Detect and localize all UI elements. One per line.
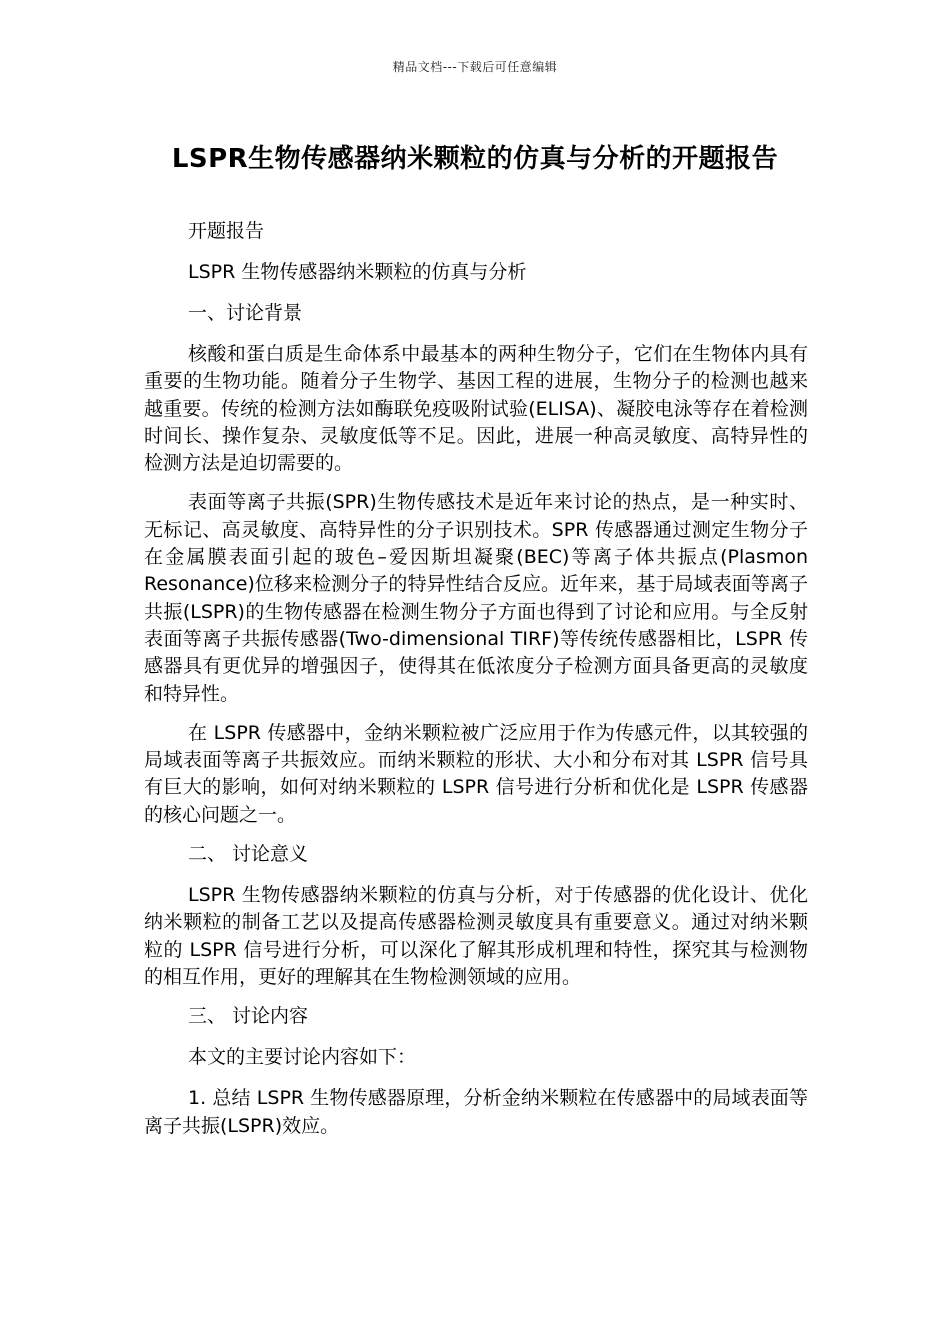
paragraph-background-3: 在 LSPR 传感器中，金纳米颗粒被广泛应用于作为传感元件，以其较强的局域表面等离子共振效应。而纳米颗粒的形状、大小和分布对其 LSPR 信号具有巨大的影响，如何对纳米颗粒的 LSPR 信号进行分析和优化是 LSPR 传感器的核心问题之一。	[144, 721, 808, 826]
report-label: 开题报告	[188, 220, 265, 242]
header-note: 精品文档---下载后可任意编辑	[392, 60, 558, 74]
paragraph-background-1: 核酸和蛋白质是生命体系中最基本的两种生物分子，它们在生物体内具有重要的生物功能。随着分子生物学、基因工程的进展，生物分子的检测也越来越重要。传统的检测方法如酶联免疫吸附试验(ELISA)、凝胶电泳等存在着检测时间长、操作复杂、灵敏度低等不足。因此，进展一种高灵敏度、高特异性的检测方法是迫切需要的。	[144, 343, 808, 475]
section-heading-background: 一、讨论背景	[188, 302, 303, 324]
content-intro: 本文的主要讨论内容如下：	[188, 1046, 417, 1069]
subtitle: LSPR 生物传感器纳米颗粒的仿真与分析	[188, 261, 527, 283]
page-title: LSPR生物传感器纳米颗粒的仿真与分析的开题报告	[171, 144, 779, 174]
content-list-item-1: 1. 总结 LSPR 生物传感器原理，分析金纳米颗粒在传感器中的局域表面等离子共振(LSPR)效应。	[144, 1087, 808, 1137]
document-body	[144, 218, 808, 1152]
paragraph-significance: LSPR 生物传感器纳米颗粒的仿真与分析，对于传感器的优化设计、优化纳米颗粒的制备工艺以及提高传感器检测灵敏度具有重要意义。通过对纳米颗粒的 LSPR 信号进行分析，可以深化了解其形成机理和特性，探究其与检测物的相互作用，更好的理解其在生物检测领域的应用。	[144, 884, 808, 988]
section-heading-content: 三、 讨论内容	[188, 1005, 309, 1028]
paragraph-background-2: 表面等离子共振(SPR)生物传感技术是近年来讨论的热点，是一种实时、无标记、高灵敏度、高特异性的分子识别技术。SPR 传感器通过测定生物分子在金属膜表面引起的玻色–爱因斯坦凝聚(BEC)等离子体共振点(Plasmon Resonance)位移来检测分子的特异性结合反应。近年来，基于局域表面等离子共振(LSPR)的生物传感器在检测生物分子方面也得到了讨论和应用。与全反射表面等离子共振传感器(Two-dimensional TIRF)等传统传感器相比，LSPR 传感器具有更优异的增强因子，使得其在低浓度分子检测方面具备更高的灵敏度和特异性。	[144, 491, 808, 705]
section-heading-significance: 二、 讨论意义	[188, 843, 309, 866]
